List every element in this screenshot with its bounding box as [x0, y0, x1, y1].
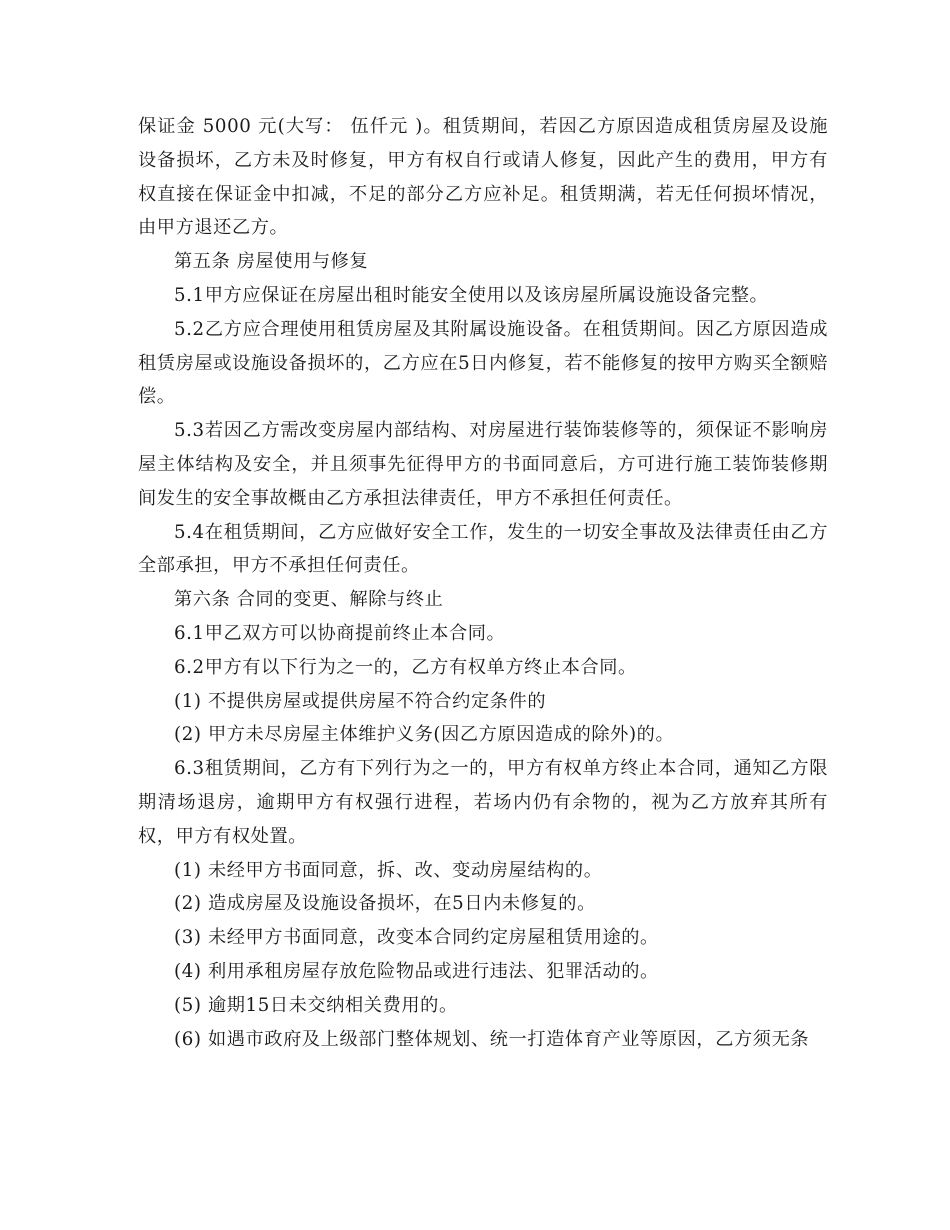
list-item-6-3-5: (5) 逾期15日未交纳相关费用的。: [174, 994, 458, 1016]
heading-article-5: 第五条 房屋使用与修复: [174, 251, 369, 273]
paragraph-5-1: 5.1甲方应保证在房屋出租时能安全使用以及该房屋所属设施设备完整。: [174, 284, 769, 306]
paragraph-5-4: 5.4在租赁期间，乙方应做好安全工作，发生的一切安全事故及法律责任由乙方全部承担，甲方不承担任何责任。: [138, 521, 828, 577]
list-item-6-3-6: (6) 如遇市政府及上级部门整体规划、统一打造体育产业等原因，乙方须无条: [174, 1028, 810, 1050]
list-item-6-2-1: (1) 不提供房屋或提供房屋不符合约定条件的: [174, 690, 547, 712]
list-item-6-2-2: (2) 甲方未尽房屋主体维护义务(因乙方原因造成的除外)的。: [174, 724, 675, 746]
list-item-6-3-2: (2) 造成房屋及设施设备损坏，在5日内未修复的。: [174, 893, 596, 915]
paragraph-6-3: 6.3租赁期间，乙方有下列行为之一的，甲方有权单方终止本合同，通知乙方限期清场退房，逾期甲方有权强行进程，若场内仍有余物的，视为乙方放弃其所有权，甲方有权处置。: [138, 758, 828, 847]
list-item-6-3-3: (3) 未经甲方书面同意，改变本合同约定房屋租赁用途的。: [174, 927, 659, 949]
document-body: [138, 110, 828, 1056]
paragraph-5-2: 5.2乙方应合理使用租赁房屋及其附属设施设备。在租赁期间。因乙方原因造成租赁房屋或设施设备损坏的，乙方应在5日内修复，若不能修复的按甲方购买全额赔偿。: [138, 318, 828, 408]
paragraph-6-1: 6.1甲乙双方可以协商提前终止本合同。: [174, 622, 506, 644]
heading-article-6: 第六条 合同的变更、解除与终止: [174, 589, 444, 611]
list-item-6-3-4: (4) 利用承租房屋存放危险物品或进行违法、犯罪活动的。: [174, 960, 659, 982]
paragraph-6-2: 6.2甲方有以下行为之一的，乙方有权单方终止本合同。: [174, 656, 637, 678]
paragraph-5-3: 5.3若因乙方需改变房屋内部结构、对房屋进行装饰装修等的，须保证不影响房屋主体结构及安全，并且须事先征得甲方的书面同意后，方可进行施工装饰装修期间发生的安全事故概由乙方承担法律责任，甲方不承担任何责任。: [138, 420, 828, 509]
paragraph-deposit: 保证金 5000 元(大写： 伍仟元 )。租赁期间，若因乙方原因造成租赁房屋及设施设备损坏，乙方未及时修复，甲方有权自行或请人修复，因此产生的费用，甲方有权直接在保证金中扣减，不足的部分乙方应补足。租赁期满，若无任何损坏情况，由甲方退还乙方。: [138, 116, 828, 239]
list-item-6-3-1: (1) 未经甲方书面同意，拆、改、变动房屋结构的。: [174, 859, 603, 881]
